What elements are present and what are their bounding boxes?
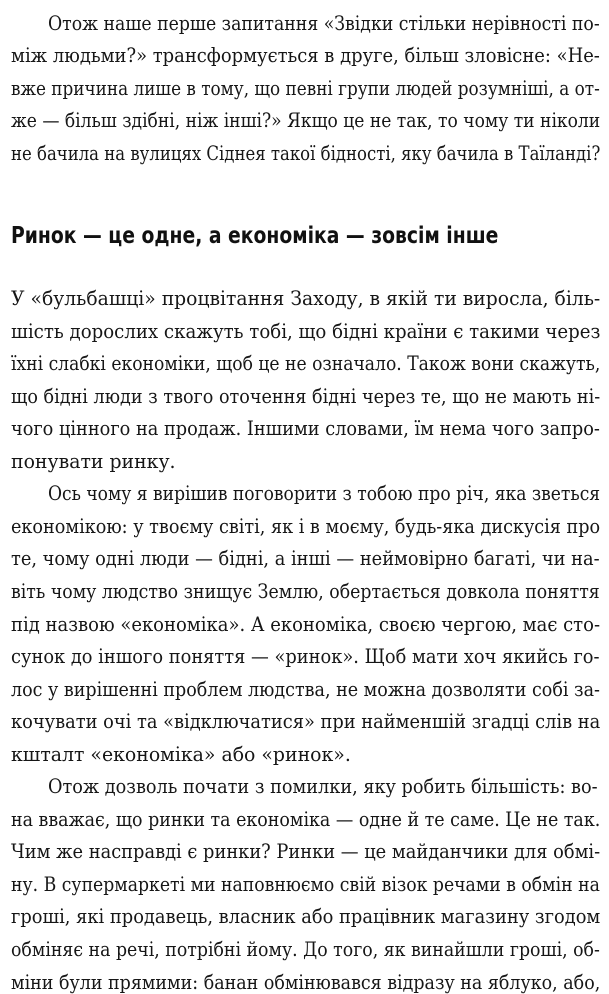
text-line: Отож наше перше запитання «Звідки стільки нерівності по-: [48, 12, 600, 35]
text-line: не бачила на вулицях Сіднея такої бідності, яку бачила в Таїланді?: [11, 142, 601, 165]
text-line: що бідні люди з твого оточення бідні через те, що не мають ні-: [11, 384, 601, 408]
text-line: Ось чому я вирішив поговорити з тобою про річ, яка зветься: [48, 482, 601, 506]
text-line: між людьми?» трансформується в друге, більш зловісне: «Не-: [11, 44, 600, 67]
text-line: ну. В супермаркеті ми наповнюємо свій візок речами в обмін на: [11, 872, 600, 896]
text-line: У «бульбашці» процвітання Заходу, в якій ти виросла, біль-: [11, 287, 601, 310]
text-line: Чим же насправді є ринки? Ринки — це майданчики для обмі-: [11, 840, 601, 864]
text-line: міни були прямими: банан обмінювався відразу на яблуко, або,: [11, 970, 601, 994]
text-line: їхні слабкі економіки, щоб це не означало. Також вони скажуть,: [11, 352, 601, 376]
section-heading: Ринок — це одне, а економіка — зовсім інше: [11, 223, 499, 249]
text-line: же — більш здібні, ніж інші?» Якщо це не так, то чому ти ніколи: [11, 109, 601, 132]
text-line: лос у вирішенні проблем людства, не можна дозволяти собі за-: [11, 677, 600, 701]
text-line: Отож дозволь почати з помилки, яку робить більшість: во-: [48, 775, 598, 799]
text-line: на вважає, що ринки та економіка — одне й те саме. Це не так.: [11, 807, 601, 831]
text-line: вже причина лише в тому, що певні групи людей розумніші, а от-: [11, 77, 600, 100]
text-line: кшталт «економіка» або «ринок».: [11, 742, 351, 766]
text-line: віть чому людство знищує Землю, обертається довкола поняття: [11, 579, 600, 603]
text-line: чого цінного на продаж. Іншими словами, їм нема чого запро-: [11, 417, 600, 441]
text-line: під назвою «економіка». А економіка, своєю чергою, має сто-: [11, 612, 601, 636]
text-line: сунок до іншого поняття — «ринок». Щоб мати хоч якийсь го-: [11, 645, 600, 669]
text-line: гроші, які продавець, власник або працівник магазину згодом: [11, 905, 601, 929]
text-line: понувати ринку.: [11, 449, 176, 473]
text-line: кочувати очі та «відключатися» при найменшій згадці слів на: [11, 710, 601, 734]
text-line: те, чому одні люди — бідні, а інші — неймовірно багаті, чи на-: [11, 547, 600, 571]
text-line: економікою: у твоєму світі, як і в моєму, будь-яка дискусія про: [11, 514, 601, 538]
text-line: обміняє на речі, потрібні йому. До того, як винайшли гроші, об-: [11, 938, 600, 961]
text-line: шість дорослих скажуть тобі, що бідні країни є такими через: [11, 319, 601, 343]
